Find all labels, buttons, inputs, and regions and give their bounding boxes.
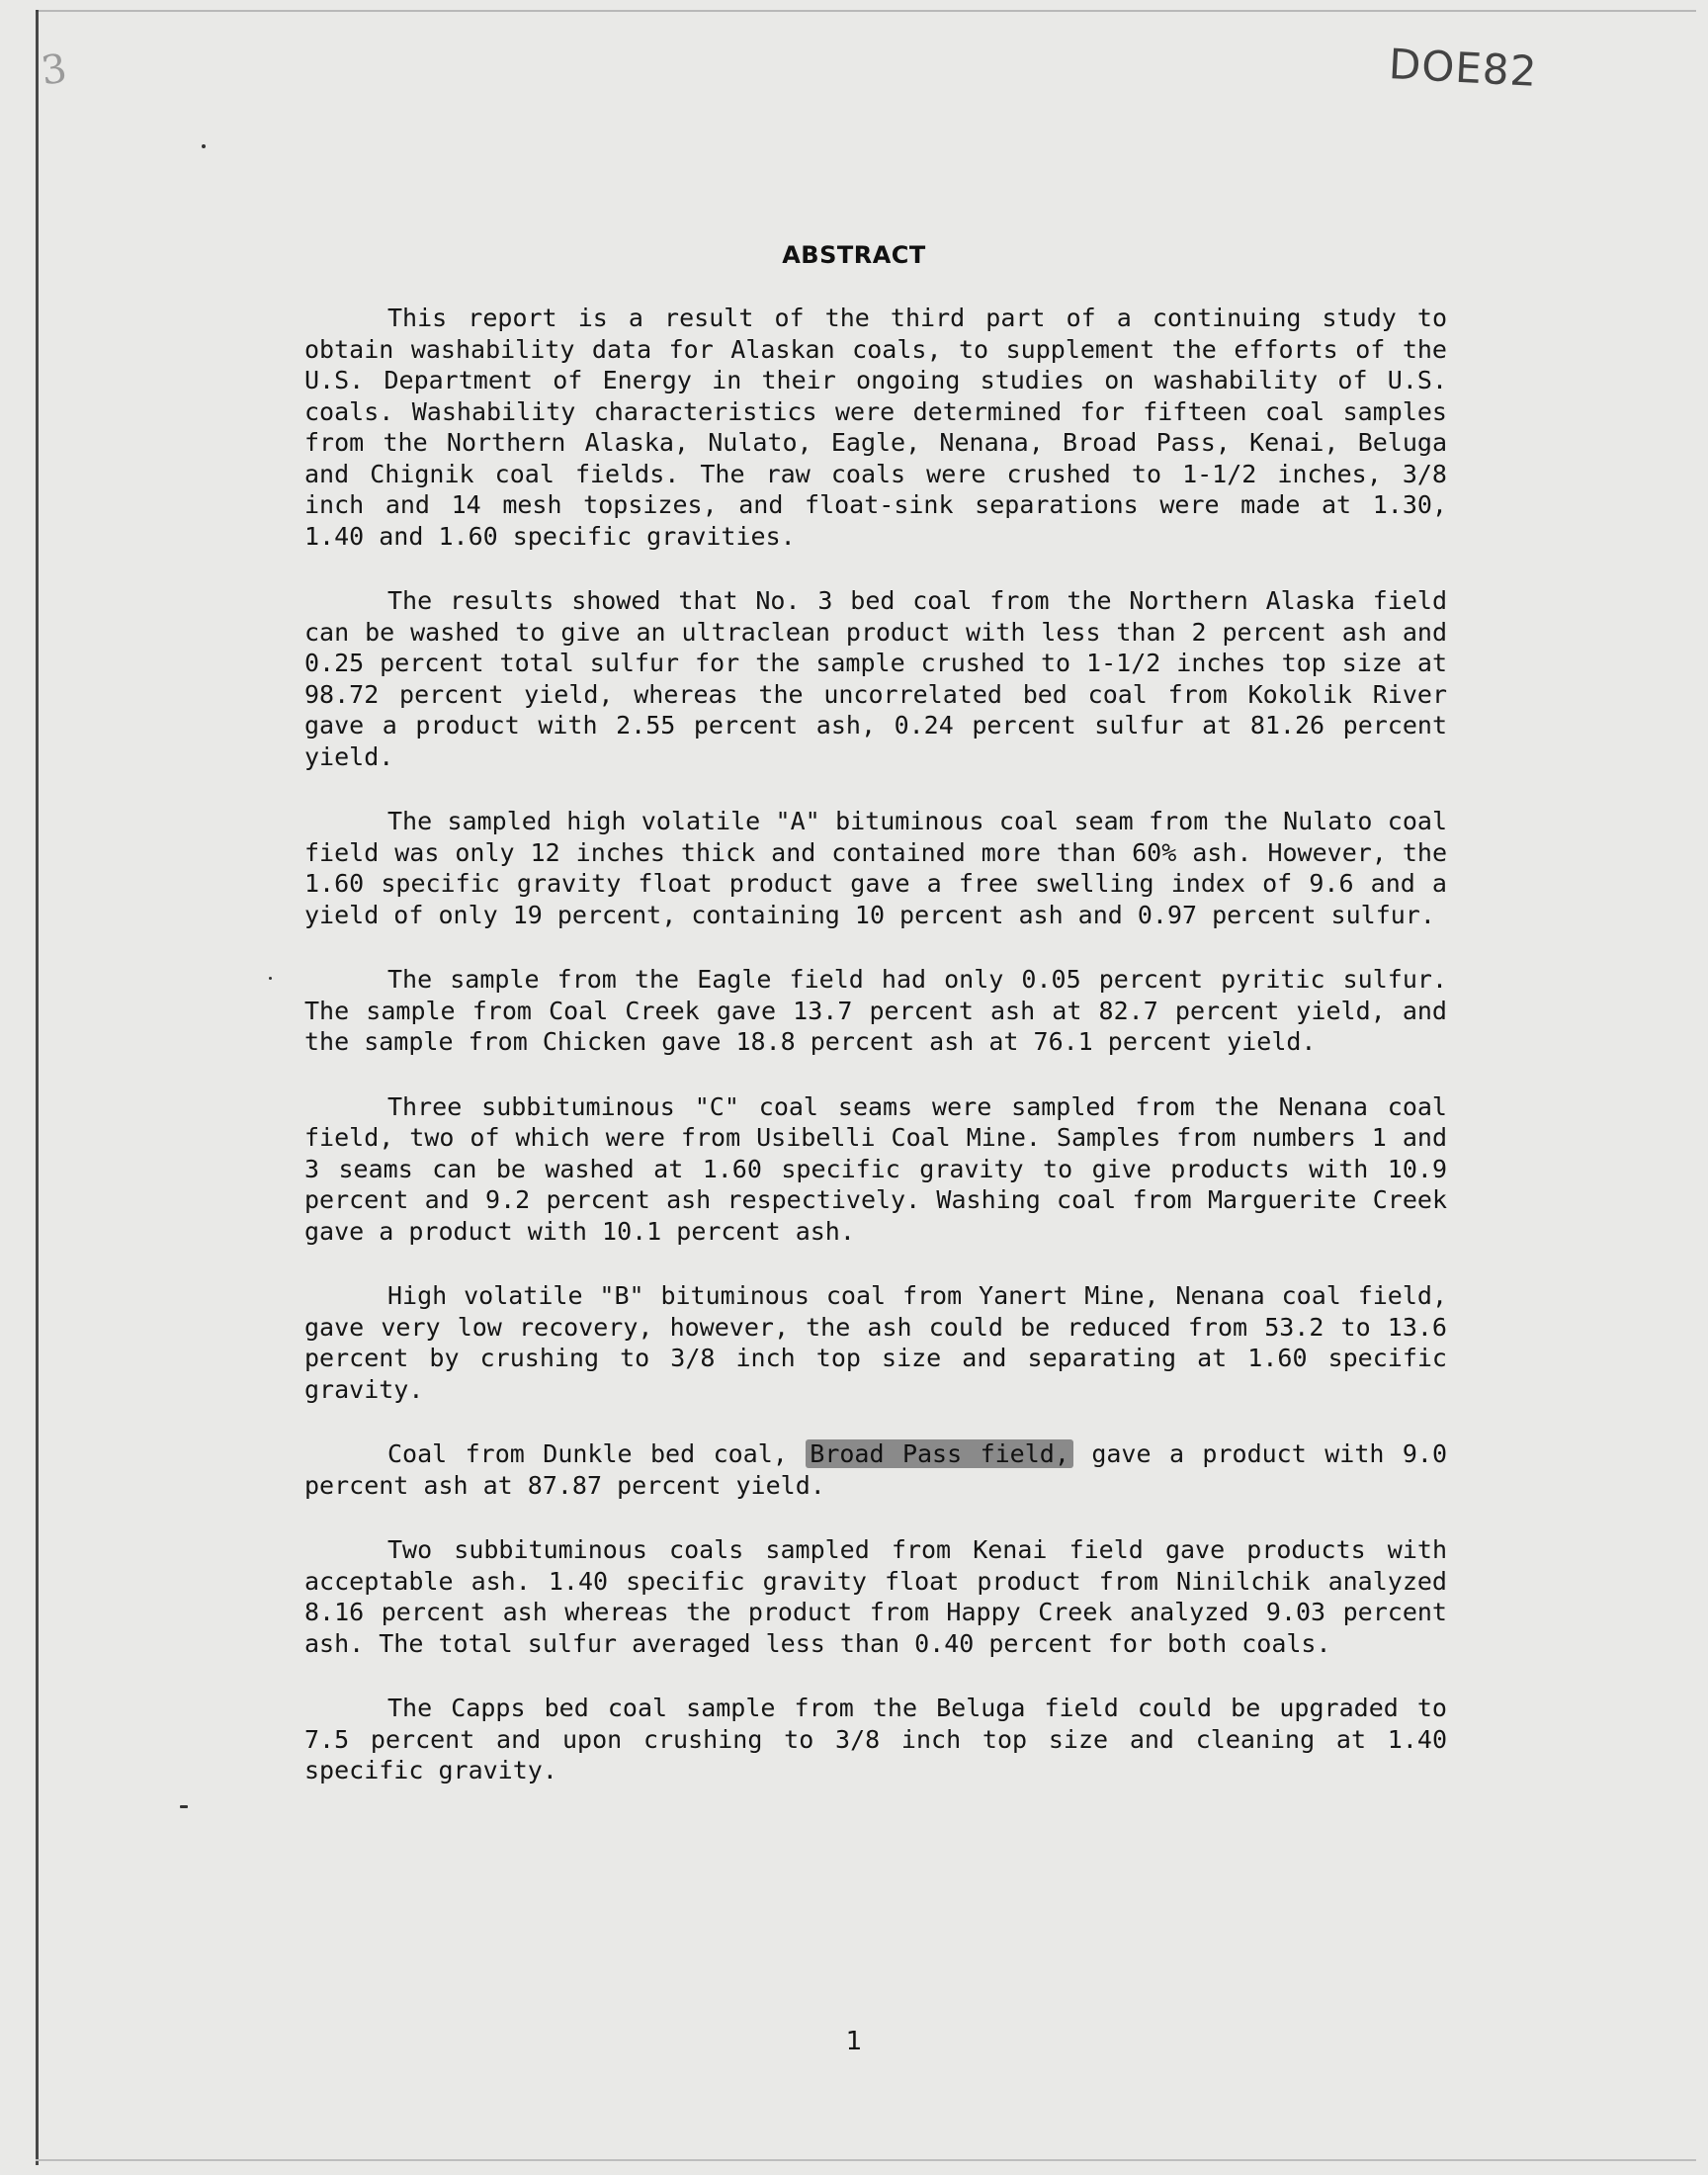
- paragraph-7-after: gave a product with 9.0 percent ash at 87.87 percent yield.: [304, 1439, 1447, 1500]
- paragraph-3: The sampled high volatile "A" bituminous coal seam from the Nulato coal field was only 12 inches thick and contained more than 60% ash. However, the 1.60 specific gravity float product gave a free swelling index of 9.6 and a yield of only 19 percent, containing 10 percent ash and 0.97 percent sulfur.: [304, 807, 1447, 929]
- paragraph-9: The Capps bed coal sample from the Beluga field could be upgraded to 7.5 percent and upon crushing to 3/8 inch top size and cleaning at 1.40 specific gravity.: [304, 1694, 1447, 1784]
- page-top-edge: [36, 10, 1696, 12]
- paragraph-7: [304, 1438, 1447, 1501]
- speck-mark: [269, 977, 272, 980]
- paragraph-4: The sample from the Eagle field had only 0.05 percent pyritic sulfur. The sample from Coal Creek gave 13.7 percent ash at 82.7 percent yield, and the sample from Chicken gave 18.8 percent ash at 76.1 percent yield.: [304, 965, 1447, 1056]
- paragraph-2: The results showed that No. 3 bed coal from the Northern Alaska field can be washed to give an ultraclean product with less than 2 percent ash and 0.25 percent total sulfur for the sample crushed to 1-1/2 inches top size at 98.72 percent yield, whereas the uncorrelated bed coal from Kokolik River gave a product with 2.55 percent ash, 0.24 percent sulfur at 81.26 percent yield.: [304, 586, 1447, 771]
- page-number: 1: [845, 2027, 863, 2056]
- paragraph-7-before: Coal from Dunkle bed coal,: [387, 1439, 807, 1468]
- page-left-edge: [36, 10, 39, 2165]
- handwritten-note-left: 3: [38, 45, 70, 95]
- highlighted-text: Broad Pass field,: [806, 1439, 1073, 1468]
- speck-mark: [180, 1805, 188, 1808]
- abstract-body: [304, 303, 1447, 1820]
- paragraph-6: High volatile "B" bituminous coal from Yanert Mine, Nenana coal field, gave very low recovery, however, the ash could be reduced from 53.2 to 13.6 percent by crushing to 3/8 inch top size and separating at 1.60 specific gravity.: [304, 1281, 1447, 1404]
- page-bottom-edge: [36, 2159, 1696, 2161]
- handwritten-note-right: DOE82: [1387, 40, 1539, 96]
- paragraph-1: This report is a result of the third part of a continuing study to obtain washability data for Alaskan coals, to supplement the efforts of the U.S. Department of Energy in their ongoing studies on washability of U.S. coals. Washability characteristics were determined for fifteen coal samples from the Northern Alaska, Nulato, Eagle, Nenana, Broad Pass, Kenai, Beluga and Chignik coal fields. The raw coals were crushed to 1-1/2 inches, 3/8 inch and 14 mesh topsizes, and float-sink separations were made at 1.30, 1.40 and 1.60 specific gravities.: [304, 304, 1447, 551]
- paragraph-5: Three subbituminous "C" coal seams were sampled from the Nenana coal field, two of which were from Usibelli Coal Mine. Samples from numbers 1 and 3 seams can be washed at 1.60 specific gravity to give products with 10.9 percent and 9.2 percent ash respectively. Washing coal from Marguerite Creek gave a product with 10.1 percent ash.: [304, 1091, 1447, 1246]
- speck-mark: [202, 144, 206, 148]
- abstract-title: ABSTRACT: [782, 241, 926, 269]
- paragraph-8: Two subbituminous coals sampled from Kenai field gave products with acceptable ash. 1.40 specific gravity float product from Ninilchik analyzed 8.16 percent ash whereas the product from Happy Creek analyzed 9.03 percent ash. The total sulfur averaged less than 0.40 percent for both coals.: [304, 1535, 1447, 1658]
